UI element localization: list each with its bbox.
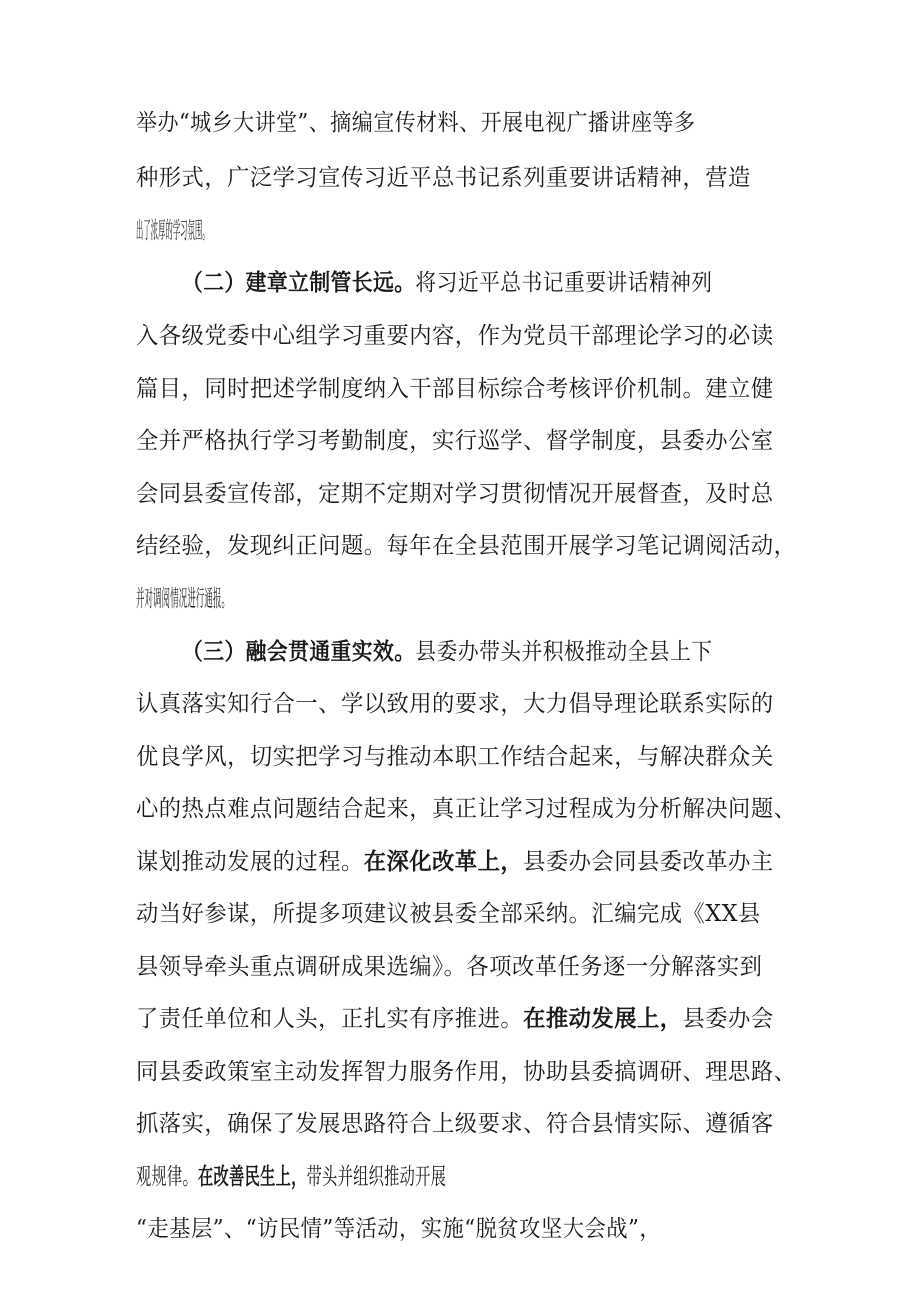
- text-line: [136, 216, 356, 246]
- text-line: [136, 952, 814, 982]
- text-line: [182, 268, 814, 298]
- text-line: [136, 426, 814, 456]
- text-line: [136, 108, 776, 138]
- text-line: [136, 899, 814, 929]
- body-text: 心的热点难点问题结合起来，真正让学习过程成为分析解决问题、: [136, 796, 797, 822]
- text-line: [136, 321, 814, 351]
- bold-heading-text: （二）建章立制管长远。: [182, 269, 416, 296]
- text-line: [136, 479, 814, 509]
- body-text: 带头并组织推动开展: [306, 1164, 447, 1190]
- body-text: 了责任单位和人头，正扎实有序推进。: [136, 1006, 524, 1032]
- body-text: 优良学风，切实把学习与推动本职工作结合起来，与解决群众关: [136, 744, 774, 770]
- bold-heading-text: （三）融会贯通重实效。: [182, 638, 416, 665]
- body-text: 篇目，同时把述学制度纳入干部目标综合考核评价机制。建立健: [136, 376, 774, 402]
- text-line: [136, 1057, 814, 1087]
- text-line: [136, 531, 814, 561]
- text-line: [136, 689, 814, 719]
- body-text: 入各级党委中心组学习重要内容，作为党员干部理论学习的必读: [136, 323, 774, 349]
- body-text: 县领导牵头重点调研成果选编》。各项改革任务逐一分解落实到: [136, 954, 763, 980]
- body-text: 并对调阅情况进行通报。: [136, 586, 231, 612]
- text-line: [136, 374, 814, 404]
- text-line: [136, 1109, 814, 1139]
- text-line: [136, 1004, 814, 1034]
- bold-heading-text: 在深化改革上，: [363, 848, 524, 875]
- text-line: [136, 794, 814, 824]
- text-line: [136, 847, 814, 877]
- body-text: 认真落实知行合一、学以致用的要求，大力倡导理论联系实际的: [136, 691, 774, 717]
- text-line: [136, 1162, 598, 1192]
- text-line: [136, 1214, 784, 1244]
- body-text: 动当好参谋，所提多项建议被县委全部采纳。汇编完成《XX县: [136, 901, 761, 927]
- text-line: [182, 637, 814, 667]
- body-text: 抓落实，确保了发展思路符合上级要求、符合县情实际、遵循客: [136, 1111, 774, 1137]
- text-line: [136, 584, 391, 614]
- body-text: 谋划推动发展的过程。: [136, 849, 364, 875]
- body-text: 举办“城乡大讲堂”、摘编宣传材料、开展电视广播讲座等多: [136, 110, 696, 136]
- body-text: 将习近平总书记重要讲话精神列: [415, 270, 713, 296]
- body-text: 县委办会同县委改革办主: [523, 849, 774, 875]
- body-text: 种形式，广泛学习宣传习近平总书记系列重要讲话精神，营造: [136, 165, 751, 191]
- body-text: 同县委政策室主动发挥智力服务作用，协助县委搞调研、理思路、: [136, 1059, 797, 1085]
- body-text: 全并严格执行学习考勤制度，实行巡学、督学制度，县委办公室: [136, 428, 774, 454]
- body-text: 观规律。: [136, 1164, 199, 1190]
- bold-heading-text: 在推动发展上，: [523, 1005, 683, 1032]
- bold-heading-text: 在改善民生上，: [198, 1163, 307, 1190]
- body-text: 县委办会: [682, 1006, 774, 1032]
- body-text: “走基层”、“访民情”等活动，实施“脱贫攻坚大会战”，: [136, 1216, 662, 1242]
- body-text: 结经验，发现纠正问题。每年在全县范围开展学习笔记调阅活动，: [136, 533, 797, 559]
- text-line: [136, 742, 814, 772]
- body-text: 会同县委宣传部，定期不定期对学习贯彻情况开展督查，及时总: [136, 481, 774, 507]
- text-line: [136, 163, 814, 193]
- body-text: 县委办带头并积极推动全县上下: [415, 639, 713, 665]
- body-text: 出了浓厚的学习氛围。: [136, 218, 210, 244]
